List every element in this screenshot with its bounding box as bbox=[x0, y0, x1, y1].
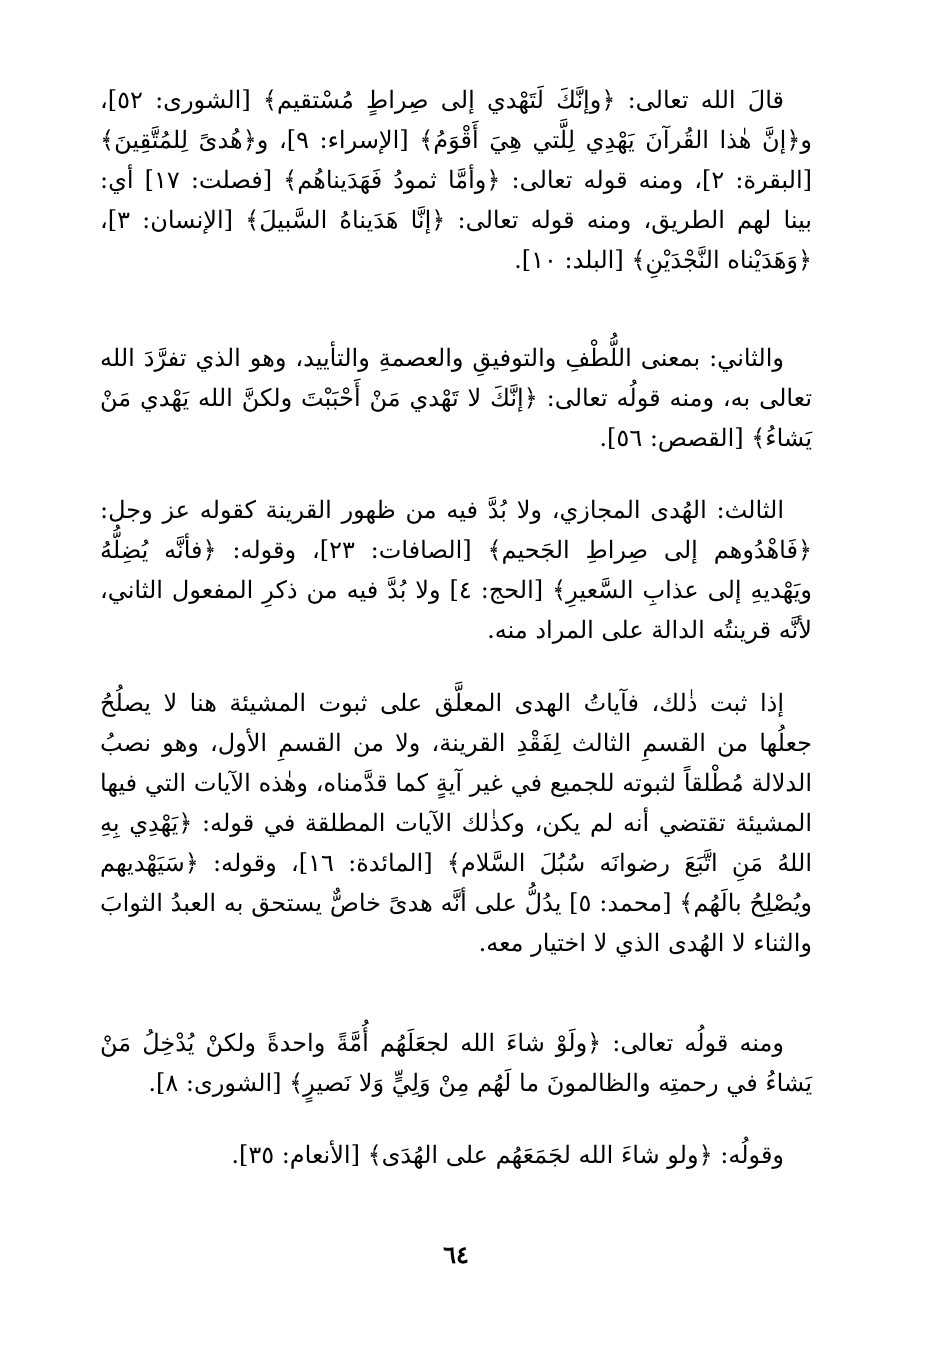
paragraph-1-text: قالَ الله تعالى: ﴿وإنَّكَ لَتَهْدي إلى صِراطٍ مُسْتقيم﴾ [الشورى: ٥٢]، و﴿إنَّ هٰذا القُرآنَ يَهْدِي لِلَّتي هِيَ أَقْوَمُ﴾ [الإسراء: ٩]، و﴿هُدىً لِلمُتَّقِينَ﴾ [البقرة: ٢]، ومنه قوله تعالى: ﴿وأمَّا ثمودُ فَهَدَيناهُم﴾ [فصلت: ١٧] أي: بينا لهم الطريق، ومنه قوله تعالى: ﴿إنَّا هَدَيناهُ السَّبيلَ﴾ [الإنسان: ٣]، ﴿وَهَدَيْناه النَّجْدَيْنِ﴾ [البلد: ١٠]. bbox=[100, 86, 812, 274]
paragraph-4-text: إذا ثبت ذٰلك، فآياتُ الهدى المعلَّق على ثبوت المشيئة هنا لا يصلُحُ جعلُها من القسمِ الثالث لِفَقْدِ القرينة، ولا من القسمِ الأول، وهو نصبُ الدلالة مُطْلقاً لثبوته للجميع في غير آيةٍ كما قدَّمناه، وهٰذه الآيات التي فيها المشيئة تقتضي أنه لم يكن، وكذٰلك الآيات المطلقة في قوله: ﴿يَهْدِي بِهِ اللهُ مَنِ اتَّبَعَ رضوانَه سُبُلَ السَّلام﴾ [المائدة: ١٦]، وقوله: ﴿سَيَهْديهم ويُصْلِحُ بالَهُم﴾ [محمد: ٥] يدُلُّ على أنَّه هدىً خاصٌّ يستحق به العبدُ الثوابَ والثناء لا الهُدى الذي لا اختيار معه. bbox=[100, 689, 812, 957]
page-number: ٦٤ bbox=[443, 1240, 469, 1269]
paragraph-5-text: ومنه قولُه تعالى: ﴿ولَوْ شاءَ الله لجعَلَهُم أُمَّةً واحدةً ولكنْ يُدْخِلُ مَنْ يَشاءُ في رحمتِه والظالمونَ ما لَهُم مِنْ وَلِيٍّ وَلا نَصيرٍ﴾ [الشورى: ٨]. bbox=[100, 1029, 812, 1097]
document-page bbox=[100, 80, 812, 1300]
paragraph-6-text: وقولُه: ﴿ولو شاءَ الله لجَمَعَهُم على الهُدَى﴾ [الأنعام: ٣٥]. bbox=[231, 1141, 784, 1169]
paragraph-3-text: الثالث: الهُدى المجازي، ولا بُدَّ فيه من ظهور القرينة كقوله عز وجل: ﴿فَاهْدُوهم إلى صِراطِ الجَحيم﴾ [الصافات: ٢٣]، وقوله: ﴿فأنَّه يُضِلُّهُ ويَهْديهِ إلى عذابِ السَّعيرِ﴾ [الحج: ٤] ولا بُدَّ فيه من ذكرِ المفعول الثاني، لأنَّه قرينتُه الدالة على المراد منه. bbox=[100, 496, 813, 644]
paragraph-4 bbox=[100, 683, 812, 963]
paragraph-2-text: والثاني: بمعنى اللُّطْفِ والتوفيقِ والعصمةِ والتأييد، وهو الذي تفرَّدَ الله تعالى به، ومنه قولُه تعالى: ﴿إنَّكَ لا تَهْدي مَنْ أَحْبَبْتَ ولكنَّ الله يَهْدي مَنْ يَشاءُ﴾ [القصص: ٥٦]. bbox=[100, 344, 812, 452]
paragraph-5 bbox=[100, 1023, 812, 1103]
paragraph-1 bbox=[100, 80, 812, 280]
paragraph-3 bbox=[100, 490, 812, 650]
paragraph-2 bbox=[100, 338, 812, 458]
paragraph-6 bbox=[100, 1135, 812, 1175]
